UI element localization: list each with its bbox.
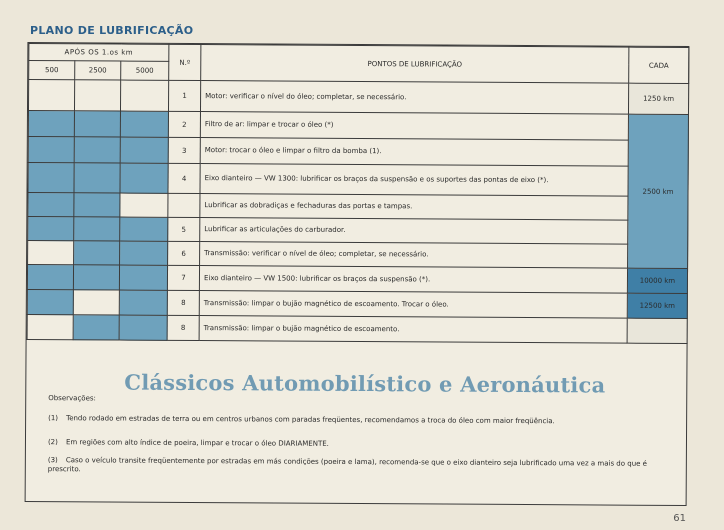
row-description: Motor: trocar o óleo e limpar o filtro da bomba (1). (200, 138, 628, 167)
watermark: Clássicos Automobilístico e Aeronáutica (124, 369, 606, 398)
table-row (28, 79, 688, 114)
note-text: Tendo rodado em estradas de terra ou em centros urbanos com paradas freqüentes, recomendamos a troca do óleo com maior freqüência. (66, 414, 555, 426)
row-description: Eixo dianteiro — VW 1500: lubrificar os braços da suspensão (*). (199, 266, 627, 294)
note-text: Em regiões com alto índice de poeira, limpar e trocar o óleo DIARIAMENTE. (65, 438, 329, 448)
row-description: Lubrificar as articulações do carburador. (200, 218, 628, 245)
note-label: (2) (47, 438, 58, 447)
row-number: 7 (167, 265, 199, 290)
lubrication-points-header: PONTOS DE LUBRIFICAÇÃO (201, 45, 629, 84)
note-text: Caso o veículo transite freqüentemente por estradas em más condições (poeira e lama), recomenda-se que o eixo dianteiro seja lubrificado uma vez a mais do que é prescrito. (47, 456, 648, 474)
observations-section (26, 348, 687, 505)
table-row (28, 110, 688, 140)
row-number: 3 (168, 137, 200, 163)
note-label: (3) (47, 456, 58, 465)
page-number: 61 (673, 513, 686, 524)
interval-1250: 1250 km (628, 83, 688, 114)
observation-note (48, 456, 658, 478)
observations-title: Observações: (48, 394, 96, 403)
row-number: 5 (168, 217, 200, 241)
observation-note (48, 414, 658, 427)
row-description: Transmissão: limpar o bujão magnético de escoamento. Trocar o óleo. (199, 291, 627, 319)
interval-12500: 12500 km (627, 293, 687, 318)
row-description: Transmissão: verificar o nível de óleo; completar, se necessário. (200, 242, 628, 269)
observation-note (48, 438, 658, 451)
row-number: 4 (168, 163, 200, 193)
km-column-2500: 2500 (75, 61, 121, 80)
row-number: 8 (167, 290, 199, 315)
note-label: (1) (48, 414, 59, 423)
row-number (168, 193, 200, 217)
table-row (27, 314, 687, 343)
table-row (28, 162, 688, 196)
km-column-5000: 5000 (121, 61, 169, 80)
row-description: Lubrificar as dobradiças e fechaduras das portas e tampas. (200, 194, 628, 221)
page-title: PLANO DE LUBRIFICAÇÃO (30, 24, 194, 37)
row-description: Filtro de ar: limpar e trocar o óleo (*) (200, 112, 628, 141)
row-description: Motor: verificar o nível do óleo; completar, se necessário. (200, 81, 628, 115)
interval-10000: 10000 km (627, 268, 687, 293)
lubrication-table (27, 43, 690, 344)
after-first-km-header: APÓS OS 1.os km (29, 43, 169, 61)
km-column-500: 500 (29, 60, 75, 79)
row-number: 6 (168, 241, 200, 265)
lubrication-sheet (25, 42, 690, 506)
every-header: CADA (629, 47, 689, 83)
number-header: N.º (169, 44, 201, 80)
interval-2500: 2500 km (628, 114, 689, 268)
row-description: Eixo dianteiro — VW 1300: lubrificar os braços da suspensão e os suportes das pontas de eixo (*). (200, 164, 628, 197)
row-number: 8 (167, 315, 199, 340)
row-description: Transmissão: limpar o bujão magnético de escoamento. (199, 316, 627, 344)
row-number: 1 (168, 80, 200, 111)
table-row (28, 136, 688, 166)
row-number: 2 (168, 111, 200, 137)
